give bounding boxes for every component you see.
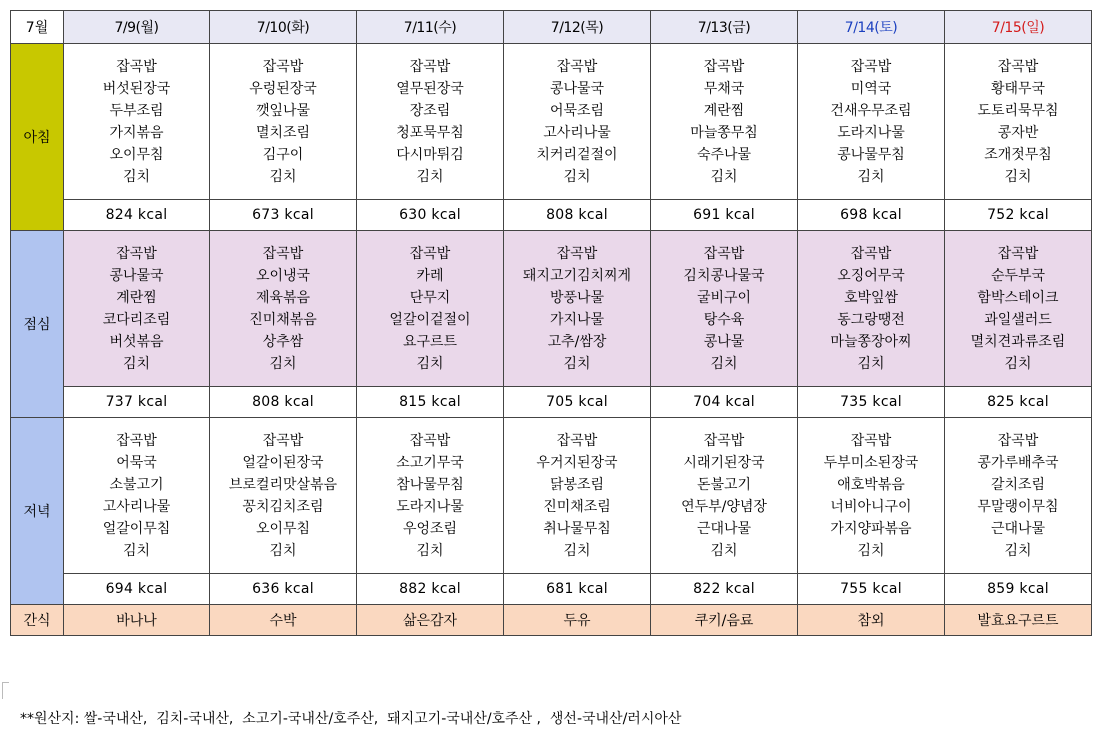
breakfast-kcal-row — [11, 200, 1092, 231]
dish-item: 상추쌈 — [262, 333, 304, 350]
breakfast-kcal-cell: 698 kcal — [798, 200, 945, 231]
dish-item: 돈불고기 — [696, 476, 752, 493]
dish-item: 잡곡밥 — [850, 432, 892, 449]
lunch-menu-cell — [64, 231, 210, 387]
dish-item: 제육볶음 — [255, 289, 311, 306]
dish-item: 잡곡밥 — [116, 245, 157, 262]
dish-item: 조개젓무침 — [984, 146, 1052, 163]
breakfast-menu-cell — [64, 44, 210, 200]
dish-item: 고사리나물 — [102, 498, 171, 515]
snack-cell: 쿠키/음료 — [651, 605, 798, 636]
breakfast-menu-cell — [357, 44, 504, 200]
dish-item: 김치 — [416, 542, 444, 559]
dish-item: 청포묵무침 — [396, 124, 464, 141]
dish-item: 김치 — [122, 355, 151, 372]
dish-item: 순두부국 — [990, 267, 1046, 284]
dish-item: 얼갈이된장국 — [242, 454, 324, 471]
dish-item: 고추/쌈장 — [547, 333, 607, 350]
dish-item: 카레 — [416, 267, 444, 284]
lunch-kcal-cell: 808 kcal — [210, 387, 357, 418]
header-row — [11, 11, 1092, 44]
dish-item: 다시마튀김 — [396, 146, 464, 163]
dish-item: 우렁된장국 — [249, 80, 317, 97]
lunch-menu-cell — [210, 231, 357, 387]
dish-item: 잡곡밥 — [116, 432, 157, 449]
dish-item: 잡곡밥 — [556, 245, 598, 262]
dish-item: 탕수육 — [703, 311, 745, 328]
dinner-kcal-cell: 859 kcal — [945, 574, 1092, 605]
lunch-dishes-row — [11, 231, 1092, 387]
day-header: 7/9(월) — [64, 11, 210, 44]
dish-item: 너비아니구이 — [830, 498, 912, 515]
dish-item: 함박스테이크 — [977, 289, 1059, 306]
dish-item: 잡곡밥 — [409, 245, 451, 262]
dish-item: 김치콩나물국 — [683, 267, 765, 284]
snack-cell: 바나나 — [64, 605, 210, 636]
dish-item: 도라지나물 — [396, 498, 464, 515]
snack-cell: 수박 — [210, 605, 357, 636]
dinner-kcal-cell: 755 kcal — [798, 574, 945, 605]
breakfast-kcal-cell: 691 kcal — [651, 200, 798, 231]
weekly-meal-table — [10, 10, 1092, 636]
dish-item: 오징어무국 — [837, 267, 905, 284]
dish-item: 무말랭이무침 — [977, 498, 1059, 515]
dish-item: 애호박볶음 — [837, 476, 905, 493]
lunch-menu-cell — [945, 231, 1092, 387]
dish-item: 잡곡밥 — [850, 58, 892, 75]
dish-item: 김치 — [269, 542, 297, 559]
dish-item: 계란찜 — [703, 102, 745, 119]
dish-item: 김치 — [563, 355, 591, 372]
dish-item: 콩나물국 — [109, 267, 164, 284]
dish-item: 고사리나물 — [543, 124, 611, 141]
dish-item: 얼갈이무침 — [102, 520, 171, 537]
dish-item: 단무지 — [409, 289, 451, 306]
dish-item: 황태무국 — [990, 80, 1046, 97]
dinner-kcal-cell: 882 kcal — [357, 574, 504, 605]
dinner-menu-cell — [64, 418, 210, 574]
breakfast-menu-cell — [210, 44, 357, 200]
dish-item: 가지양파볶음 — [830, 520, 912, 537]
dish-item: 김치 — [1004, 355, 1032, 372]
lunch-kcal-cell: 704 kcal — [651, 387, 798, 418]
dish-item: 잡곡밥 — [556, 58, 598, 75]
dish-item: 콩나물 — [703, 333, 745, 350]
snack-cell: 참외 — [798, 605, 945, 636]
dish-item: 잡곡밥 — [997, 245, 1039, 262]
breakfast-menu-cell — [651, 44, 798, 200]
dish-item: 코다리조림 — [102, 311, 171, 328]
dish-item: 참나물무침 — [396, 476, 464, 493]
dish-item: 호박잎쌈 — [843, 289, 899, 306]
dish-item: 잡곡밥 — [262, 432, 304, 449]
dish-item: 무채국 — [703, 80, 745, 97]
dish-item: 김치 — [563, 168, 591, 185]
snack-cell: 삶은감자 — [357, 605, 504, 636]
dish-item: 동그랑땡전 — [837, 311, 905, 328]
origin-note: **원산지: 쌀-국내산, 김치-국내산, 소고기-국내산/호주산, 돼지고기-국내산/호주산 , 생선-국내산/러시아산 — [20, 711, 682, 727]
dish-item: 잡곡밥 — [997, 432, 1039, 449]
dinner-kcal-cell: 822 kcal — [651, 574, 798, 605]
dish-item: 돼지고기김치찌게 — [522, 267, 632, 284]
dish-item: 잡곡밥 — [409, 58, 451, 75]
dinner-menu-cell — [651, 418, 798, 574]
day-header: 7/14(토) — [798, 11, 945, 44]
dish-item: 잡곡밥 — [997, 58, 1039, 75]
dish-item: 근대나물 — [696, 520, 752, 537]
dish-item: 콩나물국 — [549, 80, 605, 97]
dish-item: 김치 — [710, 355, 738, 372]
lunch-menu-cell — [504, 231, 651, 387]
dish-item: 김치 — [122, 168, 151, 185]
dish-item: 오이무침 — [255, 520, 311, 537]
lunch-kcal-cell: 735 kcal — [798, 387, 945, 418]
dish-item: 꽁치김치조림 — [242, 498, 324, 515]
dish-item: 미역국 — [850, 80, 892, 97]
dish-item: 얼갈이겉절이 — [389, 311, 471, 328]
lunch-kcal-cell: 705 kcal — [504, 387, 651, 418]
dish-item: 김치 — [416, 355, 444, 372]
dish-item: 두부미소된장국 — [823, 454, 919, 471]
dish-item: 김구이 — [262, 146, 304, 163]
breakfast-kcal-cell: 752 kcal — [945, 200, 1092, 231]
breakfast-menu-cell — [798, 44, 945, 200]
dish-item: 김치 — [563, 542, 591, 559]
dinner-label: 저녁 — [11, 418, 64, 605]
dish-item: 숙주나물 — [696, 146, 752, 163]
dish-item: 진미채볶음 — [249, 311, 317, 328]
dish-item: 소고기무국 — [396, 454, 464, 471]
cursor-mark — [2, 682, 9, 699]
dish-item: 김치 — [857, 542, 885, 559]
breakfast-kcal-cell: 808 kcal — [504, 200, 651, 231]
dish-item: 건새우무조림 — [830, 102, 912, 119]
dinner-kcal-cell: 681 kcal — [504, 574, 651, 605]
lunch-kcal-cell: 825 kcal — [945, 387, 1092, 418]
dish-item: 열무된장국 — [396, 80, 464, 97]
dish-item: 마늘쫑무침 — [690, 124, 758, 141]
dish-item: 우거지된장국 — [536, 454, 618, 471]
dish-item: 잡곡밥 — [116, 58, 157, 75]
breakfast-menu-cell — [504, 44, 651, 200]
breakfast-dishes-row — [11, 44, 1092, 200]
dish-item: 도라지나물 — [837, 124, 905, 141]
dish-item: 브로컬리맛살볶음 — [228, 476, 338, 493]
breakfast-kcal-cell: 630 kcal — [357, 200, 504, 231]
dish-item: 오이냉국 — [255, 267, 311, 284]
dish-item: 진미채조림 — [543, 498, 611, 515]
dish-item: 방풍나물 — [549, 289, 605, 306]
lunch-menu-cell — [651, 231, 798, 387]
dish-item: 마늘쫑장아찌 — [830, 333, 912, 350]
dish-item: 취나물무침 — [543, 520, 611, 537]
lunch-kcal-row — [11, 387, 1092, 418]
breakfast-kcal-cell: 673 kcal — [210, 200, 357, 231]
dish-item: 계란찜 — [116, 289, 157, 306]
lunch-kcal-cell: 737 kcal — [64, 387, 210, 418]
dish-item: 치커리겉절이 — [536, 146, 618, 163]
lunch-label: 점심 — [11, 231, 64, 418]
dish-item: 근대나물 — [990, 520, 1046, 537]
snack-label: 간식 — [11, 605, 64, 636]
dish-item: 잡곡밥 — [556, 432, 598, 449]
dinner-kcal-row — [11, 574, 1092, 605]
dish-item: 콩가루배추국 — [977, 454, 1059, 471]
dish-item: 버섯볶음 — [109, 333, 164, 350]
dish-item: 장조림 — [409, 102, 451, 119]
dish-item: 멸치조림 — [255, 124, 311, 141]
dish-item: 버섯된장국 — [102, 80, 171, 97]
dish-item: 김치 — [710, 542, 738, 559]
dinner-menu-cell — [210, 418, 357, 574]
dish-item: 과일샐러드 — [984, 311, 1052, 328]
dish-item: 시래기된장국 — [683, 454, 765, 471]
dish-item: 김치 — [416, 168, 444, 185]
dish-item: 콩나물무침 — [837, 146, 905, 163]
dish-item: 김치 — [857, 168, 885, 185]
dish-item: 어묵국 — [116, 454, 157, 471]
dish-item: 닭봉조림 — [549, 476, 605, 493]
breakfast-menu-cell — [945, 44, 1092, 200]
dinner-dishes-row — [11, 418, 1092, 574]
dinner-menu-cell — [357, 418, 504, 574]
dish-item: 콩자반 — [997, 124, 1039, 141]
lunch-menu-cell — [357, 231, 504, 387]
lunch-menu-cell — [798, 231, 945, 387]
dish-item: 가지나물 — [549, 311, 605, 328]
breakfast-kcal-cell: 824 kcal — [64, 200, 210, 231]
dinner-kcal-cell: 636 kcal — [210, 574, 357, 605]
snack-cell: 두유 — [504, 605, 651, 636]
dish-item: 오이무침 — [109, 146, 164, 163]
dish-item: 잡곡밥 — [850, 245, 892, 262]
day-header: 7/15(일) — [945, 11, 1092, 44]
dish-item: 소불고기 — [109, 476, 164, 493]
dish-item: 멸치견과류조림 — [970, 333, 1066, 350]
day-header: 7/12(목) — [504, 11, 651, 44]
dish-item: 김치 — [269, 355, 297, 372]
day-header: 7/13(금) — [651, 11, 798, 44]
dinner-kcal-cell: 694 kcal — [64, 574, 210, 605]
dish-item: 김치 — [857, 355, 885, 372]
dish-item: 갈치조림 — [990, 476, 1046, 493]
dish-item: 도토리묵무침 — [977, 102, 1059, 119]
dish-item: 잡곡밥 — [409, 432, 451, 449]
snack-cell: 발효요구르트 — [945, 605, 1092, 636]
dinner-menu-cell — [504, 418, 651, 574]
day-header: 7/10(화) — [210, 11, 357, 44]
dish-item: 잡곡밥 — [703, 58, 745, 75]
dish-item: 김치 — [710, 168, 738, 185]
dish-item: 잡곡밥 — [262, 245, 304, 262]
day-header: 7/11(수) — [357, 11, 504, 44]
snack-row — [11, 605, 1092, 636]
dish-item: 가지볶음 — [109, 124, 164, 141]
dish-item: 김치 — [122, 542, 151, 559]
lunch-kcal-cell: 815 kcal — [357, 387, 504, 418]
dish-item: 우엉조림 — [402, 520, 458, 537]
dish-item: 잡곡밥 — [262, 58, 304, 75]
breakfast-label: 아침 — [11, 44, 64, 231]
dish-item: 잡곡밥 — [703, 245, 745, 262]
dish-item: 잡곡밥 — [703, 432, 745, 449]
dish-item: 요구르트 — [402, 333, 458, 350]
month-label: 7월 — [11, 11, 64, 44]
dish-item: 굴비구이 — [696, 289, 752, 306]
dish-item: 깻잎나물 — [255, 102, 311, 119]
dish-item: 두부조림 — [109, 102, 164, 119]
dish-item: 어묵조림 — [549, 102, 605, 119]
dish-item: 김치 — [1004, 168, 1032, 185]
dinner-menu-cell — [798, 418, 945, 574]
dinner-menu-cell — [945, 418, 1092, 574]
dish-item: 연두부/양념장 — [681, 498, 767, 515]
dish-item: 김치 — [269, 168, 297, 185]
dish-item: 김치 — [1004, 542, 1032, 559]
